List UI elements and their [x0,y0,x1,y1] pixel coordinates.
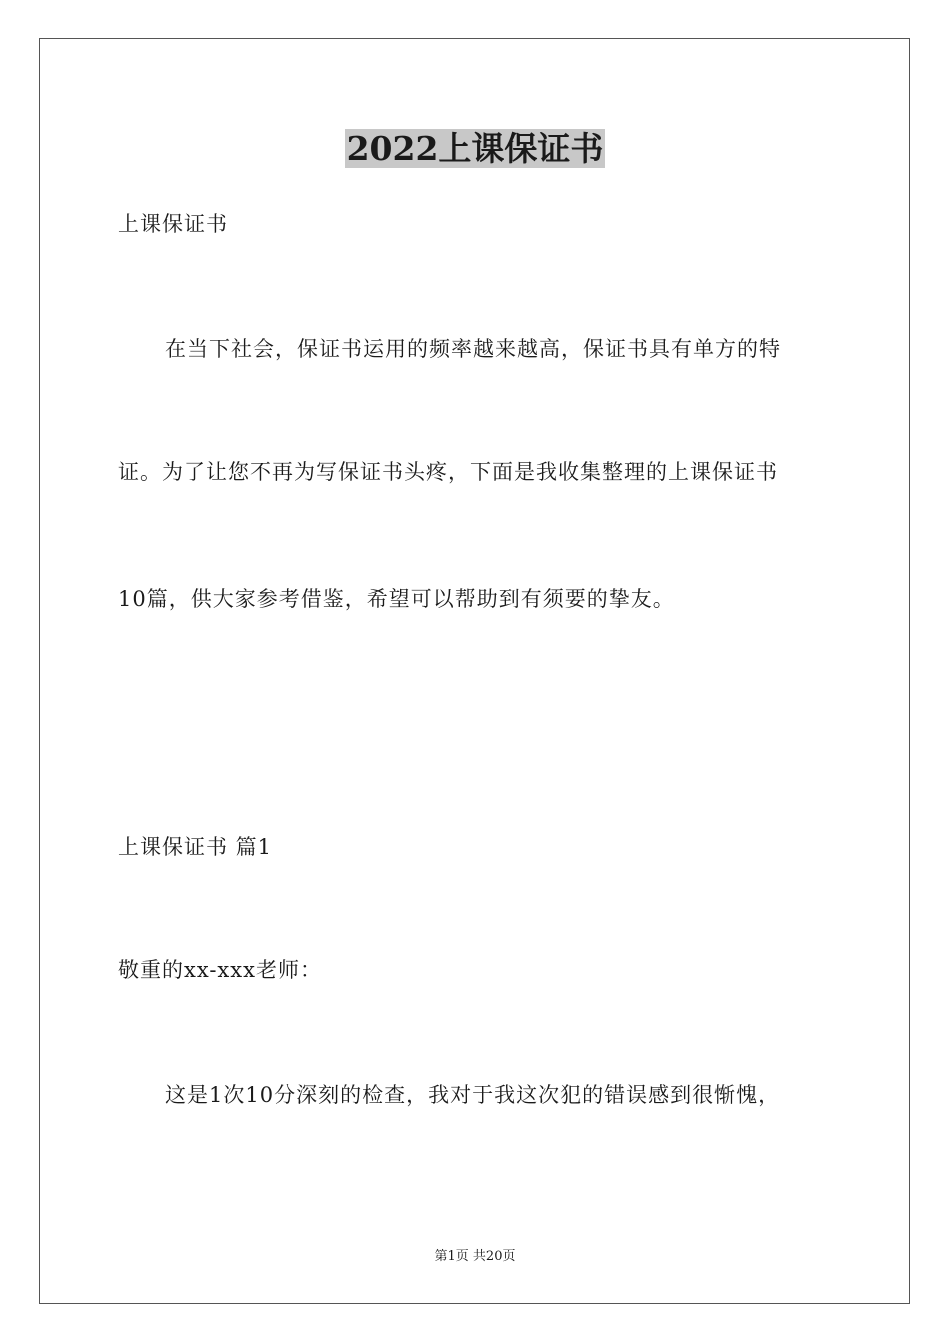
document-title [0,126,950,172]
salutation: 敬重的xx-xxx老师： [118,958,322,982]
intro-line-3: 10篇，供大家参考借鉴，希望可以帮助到有须要的挚友。 [118,587,675,611]
section-heading: 上课保证书 篇1 [118,835,273,859]
intro-line-2: 证。为了让您不再为写保证书头疼，下面是我收集整理的上课保证书 [118,460,778,484]
page-footer: 第1页 共20页 [434,1249,516,1264]
document-title-text: 2022上课保证书 [346,129,604,168]
intro-line-1: 在当下社会，保证书运用的频率越来越高，保证书具有单方的特 [165,337,781,361]
document-subtitle: 上课保证书 [118,212,228,236]
body-paragraph-line: 这是1次10分深刻的检查，我对于我这次犯的错误感到很惭愧， [165,1083,781,1107]
